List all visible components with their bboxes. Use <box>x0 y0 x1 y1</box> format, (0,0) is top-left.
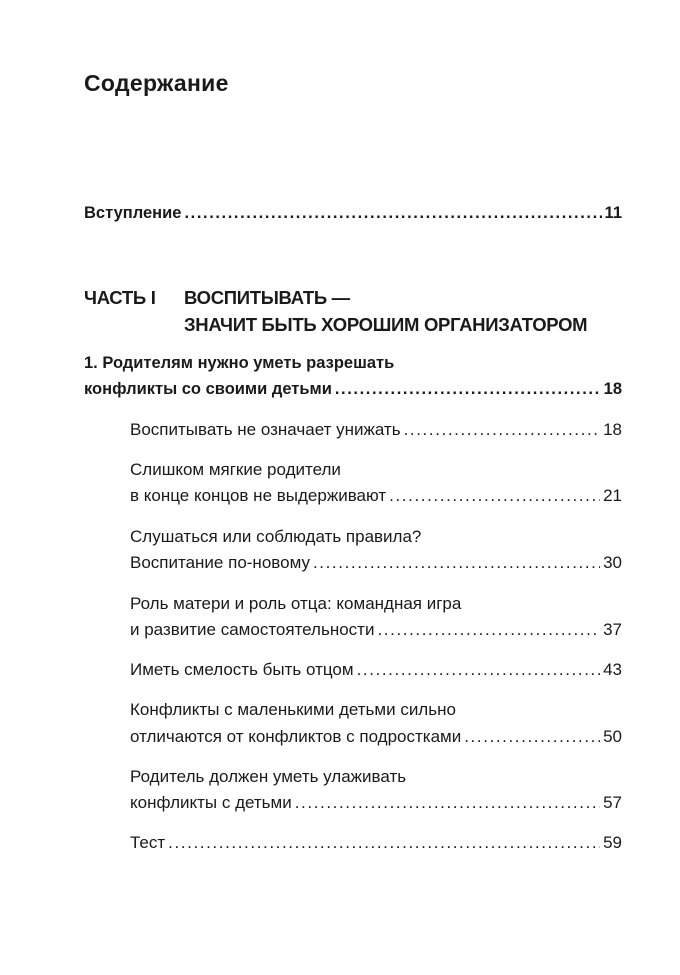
dot-leader <box>404 420 601 440</box>
section-title: конфликты с детьми <box>130 793 292 812</box>
toc-entry-section-8[interactable] <box>130 833 622 853</box>
toc-entry-page: 30 <box>603 553 622 572</box>
toc-entry-section-2[interactable] <box>130 486 622 506</box>
section-title: Воспитывать не означает унижать <box>130 420 401 439</box>
toc-entry-page: 18 <box>603 420 622 439</box>
section-4-title-line-1[interactable]: Роль матери и роль отца: командная игра <box>130 594 462 613</box>
chapter-title-line-1[interactable]: 1. Родителям нужно уметь разрешать <box>84 354 395 372</box>
section-title: и развитие самостоятельности <box>130 620 375 639</box>
section-7-title-line-1[interactable]: Родитель должен уметь улаживать <box>130 767 407 786</box>
dot-leader <box>357 660 601 680</box>
toc-entry-section-6[interactable] <box>130 727 622 747</box>
page-title: Содержание <box>84 70 229 96</box>
toc-entry-page: 59 <box>603 833 622 852</box>
toc-entry-section-1[interactable] <box>130 420 622 440</box>
toc-entry-chapter-1[interactable] <box>84 380 622 399</box>
section-6-title-line-1[interactable]: Конфликты с маленькими детьми сильно <box>130 700 456 719</box>
toc-entry-page: 37 <box>603 620 622 639</box>
dot-leader <box>295 793 600 813</box>
dot-leader <box>168 833 600 853</box>
dot-leader <box>377 620 600 640</box>
toc-entry-page: 50 <box>603 727 622 746</box>
part-title-line-1: ВОСПИТЫВАТЬ — <box>184 287 350 308</box>
chapter-title-line-2: конфликты со своими детьми <box>84 380 332 398</box>
toc-entry-page: 18 <box>603 380 622 398</box>
toc-entry-section-3[interactable] <box>130 553 622 573</box>
section-title: Иметь смелость быть отцом <box>130 660 354 679</box>
toc-entry-page: 11 <box>604 204 622 222</box>
dot-leader <box>335 380 601 399</box>
toc-entry-section-5[interactable] <box>130 660 622 680</box>
section-title: Тест <box>130 833 166 852</box>
toc-entry-page: 43 <box>603 660 622 679</box>
section-title: отличаются от конфликтов с подростками <box>130 727 462 746</box>
dot-leader <box>184 204 601 223</box>
dot-leader <box>464 727 600 747</box>
toc-entry-intro[interactable] <box>84 204 622 223</box>
toc-entry-label: Вступление <box>84 204 182 222</box>
toc-entry-page: 21 <box>603 486 622 505</box>
section-title: в конце концов не выдерживают <box>130 486 387 505</box>
toc-entry-page: 57 <box>603 793 622 812</box>
toc-entry-section-7[interactable] <box>130 793 622 813</box>
section-title: Воспитание по-новому <box>130 553 310 572</box>
toc-entry-section-4[interactable] <box>130 620 622 640</box>
part-title-line-2: ЗНАЧИТ БЫТЬ ХОРОШИМ ОРГАНИЗАТОРОМ <box>184 314 588 335</box>
section-2-title-line-1[interactable]: Слишком мягкие родители <box>130 460 341 479</box>
dot-leader <box>389 486 600 506</box>
section-3-title-line-1[interactable]: Слушаться или соблюдать правила? <box>130 527 422 546</box>
part-label: ЧАСТЬ I <box>84 287 156 308</box>
dot-leader <box>313 553 600 573</box>
